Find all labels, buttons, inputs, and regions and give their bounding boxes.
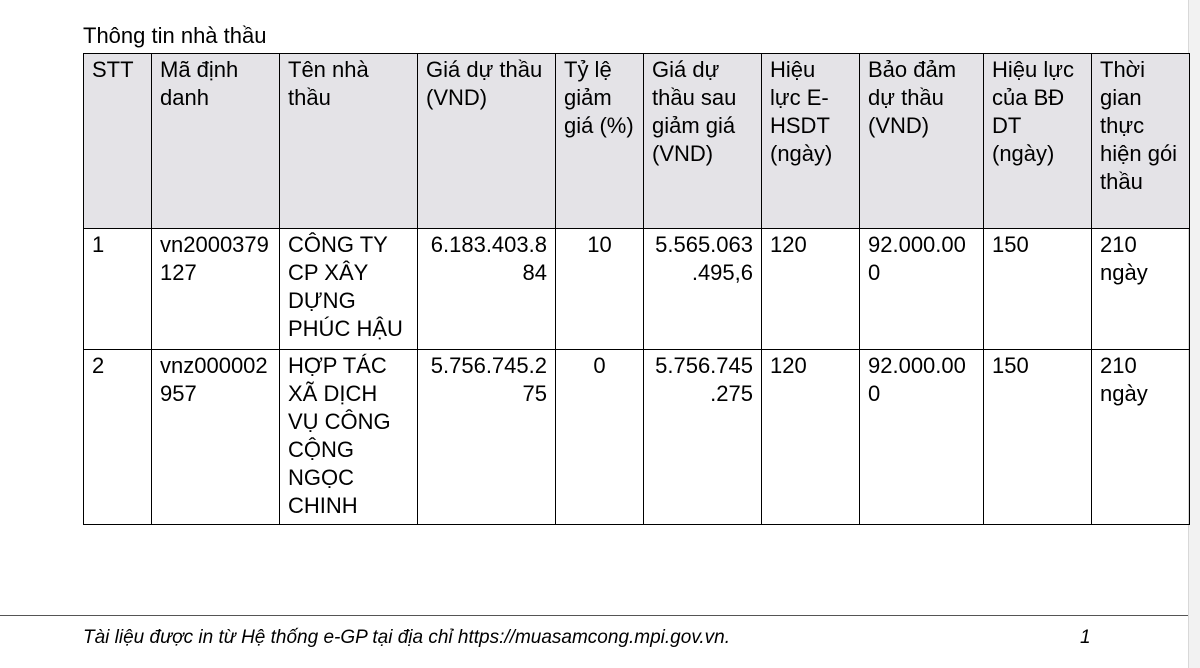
table-row <box>84 350 1190 525</box>
cell-bid-security: 92.000.000 <box>860 229 984 350</box>
header-ehsdt-validity: Hiệu lực E-HSDT (ngày) <box>762 54 860 229</box>
table-row <box>84 229 1190 350</box>
header-bidder-name: Tên nhà thầu <box>280 54 418 229</box>
footer-divider <box>0 615 1188 616</box>
cell-stt: 2 <box>84 350 152 525</box>
header-stt: STT <box>84 54 152 229</box>
cell-identifier: vnz000002957 <box>152 350 280 525</box>
cell-bidder-name: HỢP TÁC XÃ DỊCH VỤ CÔNG CỘNG NGỌC CHINH <box>280 350 418 525</box>
header-bid-security: Bảo đảm dự thầu (VND) <box>860 54 984 229</box>
cell-bidder-name: CÔNG TY CP XÂY DỰNG PHÚC HẬU <box>280 229 418 350</box>
cell-stt: 1 <box>84 229 152 350</box>
header-execution-time: Thời gian thực hiện gói thầu <box>1092 54 1190 229</box>
cell-bid-price: 5.756.745.275 <box>418 350 556 525</box>
header-price-after-discount: Giá dự thầu sau giảm giá (VND) <box>644 54 762 229</box>
header-discount-rate: Tỷ lệ giảm giá (%) <box>556 54 644 229</box>
cell-execution-time: 210 ngày <box>1092 350 1190 525</box>
footer-text: Tài liệu được in từ Hệ thống e-GP tại địa chỉ https://muasamcong.mpi.gov.vn. <box>83 627 731 648</box>
section-title: Thông tin nhà thầu <box>83 23 267 48</box>
cell-ehsdt-validity: 120 <box>762 229 860 350</box>
cell-ehsdt-validity: 120 <box>762 350 860 525</box>
cell-discount-rate: 0 <box>556 350 644 525</box>
bidder-info-table <box>83 53 1190 525</box>
header-security-validity: Hiệu lực của BĐ DT (ngày) <box>984 54 1092 229</box>
cell-bid-security: 92.000.000 <box>860 350 984 525</box>
cell-security-validity: 150 <box>984 229 1092 350</box>
cell-security-validity: 150 <box>984 350 1092 525</box>
cell-price-after-discount: 5.565.063.495,6 <box>644 229 762 350</box>
page-number: 1 <box>1080 627 1091 648</box>
header-identifier: Mã định danh <box>152 54 280 229</box>
cell-identifier: vn2000379127 <box>152 229 280 350</box>
cell-execution-time: 210 ngày <box>1092 229 1190 350</box>
cell-price-after-discount: 5.756.745.275 <box>644 350 762 525</box>
table-header-row <box>84 54 1190 229</box>
cell-bid-price: 6.183.403.884 <box>418 229 556 350</box>
cell-discount-rate: 10 <box>556 229 644 350</box>
header-bid-price: Giá dự thầu (VND) <box>418 54 556 229</box>
